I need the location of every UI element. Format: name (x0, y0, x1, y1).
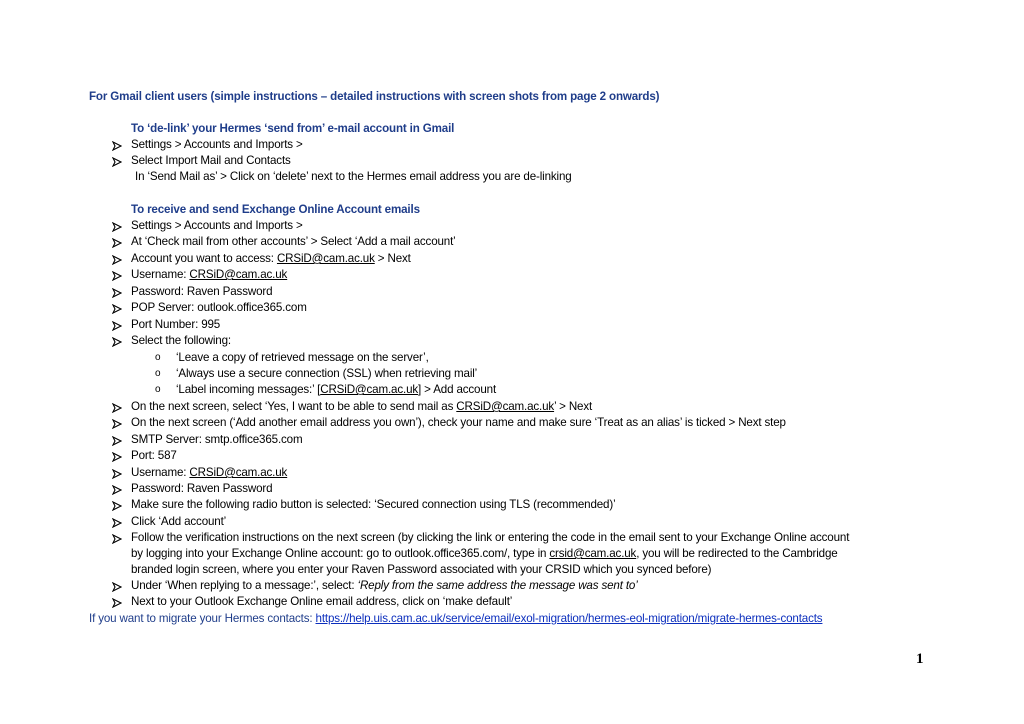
arrow-bullet-icon (112, 271, 122, 281)
email-link[interactable]: CRSiD@cam.ac.uk (189, 268, 288, 281)
list-item: Port: 587 (131, 449, 177, 462)
list-item-text: , you will be redirected to the Cambridge (636, 547, 838, 560)
email-link[interactable]: CRSiD@cam.ac.uk (456, 400, 555, 413)
list-item-text: ’ > Next (554, 400, 593, 413)
circle-bullet-icon: o (155, 352, 161, 363)
document-heading: For Gmail client users (simple instructions – detailed instructions with screen shots from page 2 onwards) (89, 90, 660, 103)
sub-list-item: ‘Leave a copy of retrieved message on the server’, (176, 351, 429, 364)
email-link[interactable]: crsid@cam.ac.uk (549, 547, 637, 560)
sub-list-item (176, 382, 496, 398)
arrow-bullet-icon (112, 141, 122, 151)
list-item-continuation (131, 546, 838, 562)
circle-bullet-icon: o (155, 368, 161, 379)
list-item-text: On the next screen, select ‘Yes, I want to be able to send mail as (131, 400, 457, 413)
sub-list-item: ‘Always use a secure connection (SSL) when retrieving mail’ (176, 367, 478, 380)
page-number: 1 (916, 651, 924, 667)
list-item-text: ‘Label incoming messages:’ [ (176, 383, 321, 396)
arrow-bullet-icon (112, 598, 122, 608)
arrow-bullet-icon (112, 238, 122, 248)
list-item-continuation: branded login screen, where you enter your Raven Password associated with your CRSID which you synced before) (131, 563, 712, 576)
arrow-bullet-icon (112, 321, 122, 331)
list-item: Click ‘Add account’ (131, 515, 227, 528)
arrow-bullet-icon (112, 419, 122, 429)
circle-bullet-icon: o (155, 384, 161, 395)
list-item: Next to your Outlook Exchange Online email address, click on ‘make default’ (131, 595, 513, 608)
list-item: Follow the verification instructions on the next screen (by clicking the link or entering the code in the email sent to your Exchange Online account (131, 531, 850, 544)
list-item: Settings > Accounts and Imports > (131, 219, 303, 232)
list-item: Port Number: 995 (131, 318, 221, 331)
arrow-bullet-icon (112, 403, 122, 413)
arrow-bullet-icon (112, 337, 122, 347)
list-item: POP Server: outlook.office365.com (131, 301, 307, 314)
list-item (131, 578, 638, 594)
list-item: Select Import Mail and Contacts (131, 154, 291, 167)
list-item-text: by logging into your Exchange Online account: go to outlook.office365.com/, type in (131, 547, 550, 560)
reply-option-text: ‘Reply from the same address the message was sent to’ (357, 579, 638, 592)
list-item (131, 267, 287, 283)
list-item-text: Username: (131, 268, 190, 281)
arrow-bullet-icon (112, 157, 122, 167)
arrow-bullet-icon (112, 582, 122, 592)
list-item: Settings > Accounts and Imports > (131, 138, 303, 151)
list-item: At ‘Check mail from other accounts’ > Select ‘Add a mail account’ (131, 235, 456, 248)
arrow-bullet-icon (112, 436, 122, 446)
contacts-text: If you want to migrate your Hermes contacts: (89, 612, 316, 625)
section-title-delink: To ‘de-link’ your Hermes ‘send from’ e-mail account in Gmail (131, 122, 455, 135)
email-link[interactable]: CRSiD@cam.ac.uk (189, 466, 288, 479)
list-item-text: Under ‘When replying to a message:’, select: (131, 579, 358, 592)
arrow-bullet-icon (112, 255, 122, 265)
arrow-bullet-icon (112, 288, 122, 298)
arrow-bullet-icon (112, 452, 122, 462)
list-item-text: Username: (131, 466, 190, 479)
list-item: Select the following: (131, 334, 231, 347)
list-item-text: Account you want to access: (131, 252, 277, 265)
email-link[interactable]: CRSiD@cam.ac.uk (276, 252, 375, 265)
list-item-text: ] > Add account (418, 383, 497, 396)
arrow-bullet-icon (112, 485, 122, 495)
arrow-bullet-icon (112, 304, 122, 314)
list-item (131, 465, 287, 481)
list-item: On the next screen (‘Add another email address you own’), check your name and make sure ‘Treat as an alias’ is ticked > Next step (131, 416, 786, 429)
arrow-bullet-icon (112, 469, 122, 479)
email-link[interactable]: CRSiD@cam.ac.uk (320, 383, 419, 396)
list-item: Make sure the following radio button is selected: ‘Secured connection using TLS (recommended)’ (131, 498, 616, 511)
list-item-text: > Next (374, 252, 411, 265)
list-item (131, 251, 411, 267)
list-item (131, 399, 592, 415)
arrow-bullet-icon (112, 222, 122, 232)
list-item: Password: Raven Password (131, 482, 273, 495)
contacts-line (89, 611, 822, 627)
list-item: Password: Raven Password (131, 285, 273, 298)
arrow-bullet-icon (112, 534, 122, 544)
arrow-bullet-icon (112, 501, 122, 511)
list-item: SMTP Server: smtp.office365.com (131, 433, 303, 446)
section-title-exchange: To receive and send Exchange Online Account emails (131, 203, 420, 216)
list-item-continuation: In ‘Send Mail as’ > Click on ‘delete’ next to the Hermes email address you are de-linking (135, 170, 572, 183)
arrow-bullet-icon (112, 518, 122, 528)
contacts-migration-link[interactable]: https://help.uis.cam.ac.uk/service/email/exol-migration/hermes-eol-migration/migrate-hermes-contacts (315, 612, 823, 625)
